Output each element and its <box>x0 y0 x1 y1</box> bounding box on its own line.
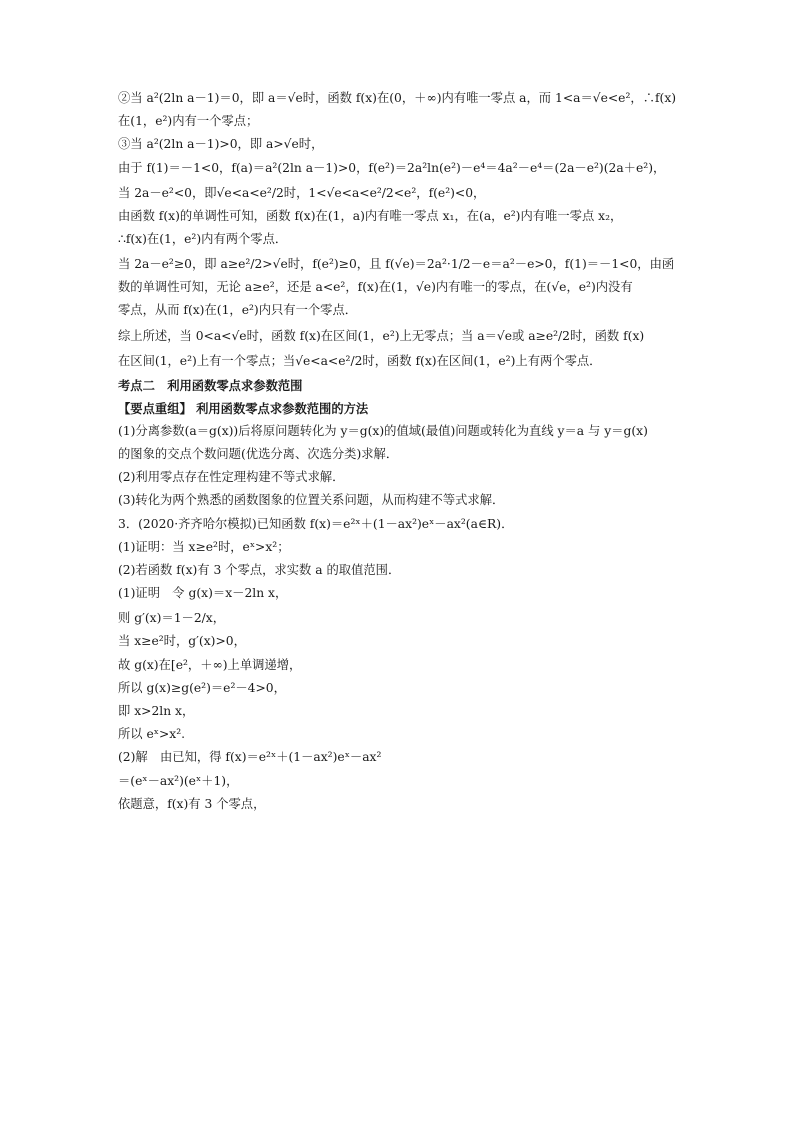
document-body <box>118 90 678 819</box>
text-line: (1)分离参数(a＝g(x))后将原问题转化为 y＝g(x)的值域(最值)问题或转化为直线 y＝a 与 y＝g(x) <box>118 423 648 438</box>
problem-statement: 3．(2020·齐齐哈尔模拟)已知函数 f(x)＝e²ˣ＋(1－ax²)eˣ－ax²(a∈R)． <box>118 516 514 531</box>
text-line: 当 2a－e²<0，即√e<a<e²/2时，1<√e<a<e²/2<e²，f(e²)<0， <box>118 185 486 200</box>
text-line: 在(1，e²)内有一个零点； <box>118 114 259 129</box>
text-line: ②当 a²(2ln a－1)＝0，即 a＝√e时，函数 f(x)在(0，＋∞)内有唯一零点 a，而 1<a＝√e<e²，∴f(x) <box>118 91 677 105</box>
text-line: (2)解 由已知，得 f(x)＝e²ˣ＋(1－ax²)eˣ－ax² <box>118 750 382 765</box>
text-line: (2)利用零点存在性定理构建不等式求解． <box>118 470 345 485</box>
text-line: 所以 eˣ>x². <box>118 727 186 742</box>
text-line: ＝(eˣ－ax²)(eˣ＋1)， <box>118 773 239 788</box>
key-points-label: 【要点重组】 利用函数零点求参数范围的方法 <box>118 400 369 416</box>
text-line: 由于 f(1)＝－1<0，f(a)＝a²(2ln a－1)>0，f(e²)＝2a²ln(e²)－e⁴＝4a²－e⁴＝(2a－e²)(2a＋e²)， <box>118 160 666 175</box>
text-line: 数的单调性可知，无论 a≥e²，还是 a<e²，f(x)在(1，√e)内有唯一的零点，在(√e，e²)内没有 <box>118 280 633 295</box>
text-line: 由函数 f(x)的单调性可知，函数 f(x)在(1，a)内有唯一零点 x₁，在(a，e²)内有唯一零点 x₂， <box>118 208 623 223</box>
text-line: (1)证明 令 g(x)＝x－2ln x， <box>118 586 288 601</box>
text-line: 的图象的交点个数问题(优选分离、次选分类)求解． <box>118 447 399 462</box>
text-line: 则 g′(x)＝1－2/x， <box>118 611 226 626</box>
text-line: ③当 a²(2ln a－1)>0，即 a>√e时， <box>118 137 324 152</box>
text-line: 所以 g(x)≥g(e²)＝e²－4>0， <box>118 680 286 695</box>
text-line: (3)转化为两个熟悉的函数图象的位置关系问题，从而构建不等式求解． <box>118 493 505 508</box>
text-line: (1)证明：当 x≥e²时，eˣ>x²； <box>118 539 290 554</box>
section-heading: 考点二 利用函数零点求参数范围 <box>118 377 303 393</box>
text-line: 故 g(x)在[e²，＋∞)上单调递增， <box>118 657 302 672</box>
text-line: 在区间(1，e²)上有一个零点；当√e<a<e²/2时，函数 f(x)在区间(1，e²)上有两个零点． <box>118 353 602 368</box>
text-line: 综上所述，当 0<a<√e时，函数 f(x)在区间(1，e²)上无零点；当 a＝√e或 a≥e²/2时，函数 f(x) <box>118 328 645 343</box>
text-line: 依题意，f(x)有 3 个零点， <box>118 796 266 811</box>
text-line: 当 x≥e²时，g′(x)>0， <box>118 634 246 649</box>
text-line: ∴f(x)在(1，e²)内有两个零点． <box>118 231 288 246</box>
text-line: 即 x>2ln x， <box>118 703 195 718</box>
text-line: 当 2a－e²≥0，即 a≥e²/2>√e时，f(e²)≥0，且 f(√e)＝2a²·1/2－e＝a²－e>0，f(1)＝－1<0，由函 <box>118 257 675 272</box>
text-line: 零点，从而 f(x)在(1，e²)内只有一个零点． <box>118 303 358 318</box>
text-line: (2)若函数 f(x)有 3 个零点，求实数 a 的取值范围． <box>118 563 401 577</box>
